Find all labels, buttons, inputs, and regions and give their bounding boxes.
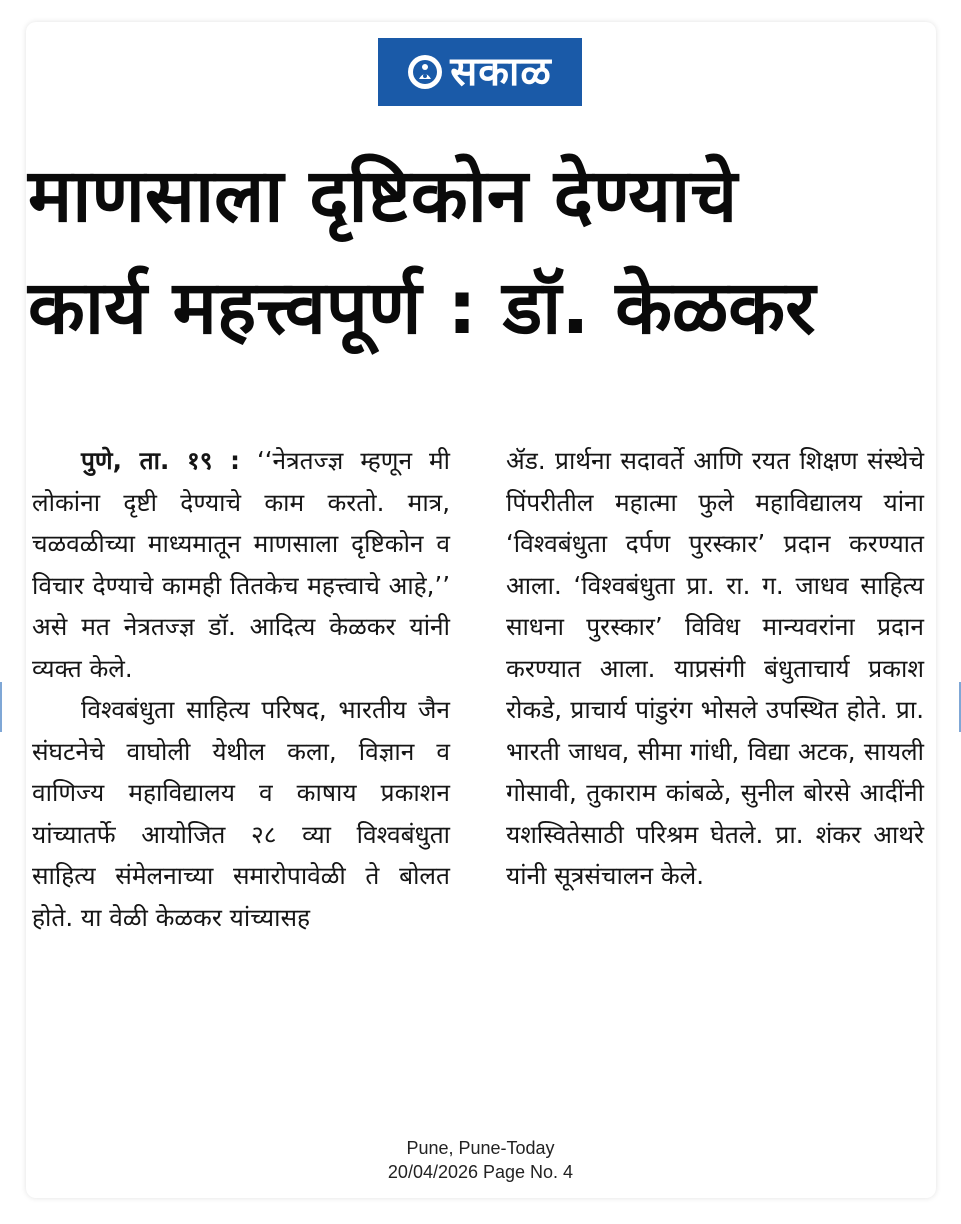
article-column-left: [32, 440, 450, 938]
footer-edition: Pune, Pune-Today: [406, 1138, 555, 1158]
logo-text: सकाळ: [450, 49, 552, 95]
dateline: पुणे, ता. १९ :: [81, 446, 240, 475]
article-paragraph-3: ॲड. प्रार्थना सदावर्ते आणि रयत शिक्षण संस्थेचे पिंपरीतील महात्मा फुले महाविद्यालय यांना ‘विश्वबंधुता दर्पण पुरस्कार’ प्रदान करण्यात आला. ‘विश्वबंधुता प्रा. रा. ग. जाधव साहित्य साधना पुरस्कार’ विविध मान्यवरांना प्रदान करण्यात आला. याप्रसंगी बंधुताचार्य प्रकाश रोकडे, प्राचार्य पांडुरंग भोसले उपस्थित होते. प्रा. भारती जाधव, सीमा गांधी, विद्या अटक, सायली गोसावी, तुकाराम कांबळे, सुनील बोरसे आदींनी यशस्वितेसाठी परिश्रम घेतले. प्रा. शंकर आथरे यांनी सूत्रसंचालन केले.: [506, 446, 924, 890]
headline-line-1: माणसाला दृष्टिकोन देण्याचे: [28, 153, 738, 239]
article-paragraph-2: विश्वबंधुता साहित्य परिषद, भारतीय जैन संघटनेचे वाघोली येथील कला, विज्ञान व वाणिज्य महाविद्यालय व काषाय प्रकाशन यांच्यातर्फे आयोजित २८ व्या विश्वबंधुता साहित्य संमेलनाच्या समारोपावेळी ते बोलत होते. या वेळी केळकर यांच्यासह: [32, 695, 450, 932]
footer-date-page: 20/04/2026 Page No. 4: [387, 1162, 574, 1182]
left-edge-marker: [0, 682, 8, 732]
headline: [28, 140, 933, 364]
article-paragraph-1: [32, 440, 450, 689]
right-edge-marker: [953, 682, 961, 732]
article-paragraph-1-text: ‘‘नेत्रतज्ज्ञ म्हणून मी लोकांना दृष्टी देण्याचे काम करतो. मात्र, चळवळीच्या माध्यमातून माणसाला दृष्टिकोन व विचार देण्याचे कामही तितकेच महत्त्वाचे आहे,’’ असे मत नेत्रतज्ज्ञ डॉ. आदित्य केळकर यांनी व्यक्त केले.: [32, 446, 451, 683]
sakal-logo: [378, 38, 582, 106]
headline-line-2: कार्य महत्त्वपूर्ण : डॉ. केळकर: [28, 265, 816, 351]
article-column-right: [506, 440, 924, 897]
sakal-emblem-icon: [408, 55, 442, 89]
page-footer: [0, 1136, 961, 1184]
